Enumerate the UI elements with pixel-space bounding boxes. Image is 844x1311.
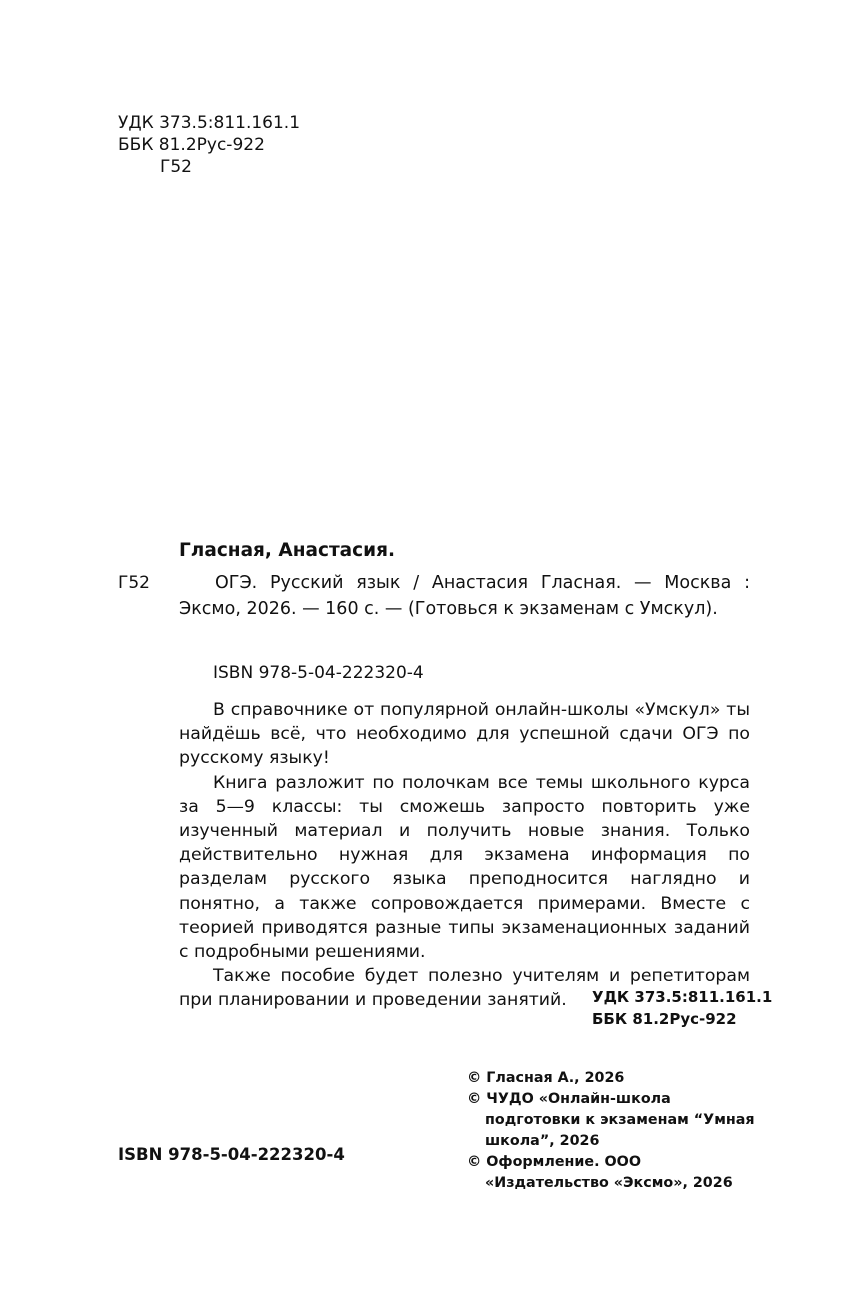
annotation-paragraph: В справочнике от популярной онлайн-школы «Умскул» ты найдёшь всё, что необходимо для успешной сдачи ОГЭ по русскому языку! (179, 700, 750, 769)
bibliographic-text: ОГЭ. Русский язык / Анастасия Гласная. — Москва : Эксмо, 2026. — 160 с. — (Готовься к экзаменам с Умскул). (179, 573, 750, 619)
annotation-paragraph: Также пособие будет полезно учителям и репетиторам при планировании и проведении занятий. (179, 966, 750, 1011)
author-mark: Г52 (160, 157, 192, 177)
bibliographic-description (179, 570, 750, 622)
copyright-design: © Оформление. ООО «Издательство «Эксмо», 2026 (467, 1154, 733, 1191)
udk-code-bold: УДК 373.5:811.161.1 (592, 988, 773, 1006)
classification-block (118, 112, 300, 178)
isbn-bottom: ISBN 978-5-04-222320-4 (118, 1145, 345, 1164)
bbk-code-bold: ББК 81.2Рус-922 (592, 1010, 737, 1028)
author-mark-side: Г52 (118, 573, 150, 593)
copyright-author: © Гласная А., 2026 (467, 1070, 625, 1086)
copyright-school: © ЧУДО «Онлайн-школа подготовки к экзаменам “Умная школа”, 2026 (467, 1091, 755, 1149)
isbn-line: ISBN 978-5-04-222320-4 (213, 663, 424, 683)
udk-code: УДК 373.5:811.161.1 (118, 113, 301, 133)
bbk-code: ББК 81.2Рус-922 (118, 135, 265, 155)
copyright-block (467, 1068, 767, 1194)
author-heading: Гласная, Анастасия. (179, 540, 395, 561)
annotation (179, 698, 750, 1013)
class-codes (592, 986, 772, 1030)
annotation-paragraph: Книга разложит по полочкам все темы школьного курса за 5—9 классы: ты сможешь запросто повторить уже изученный материал и получить новые знания. Только действительно нужная для экзамена информация по разделам русского языка преподносится наглядно и понятно, а также сопровождается примерами. Вместе с теорией приводятся разные типы экзаменационных заданий с подробными решениями. (179, 772, 750, 963)
